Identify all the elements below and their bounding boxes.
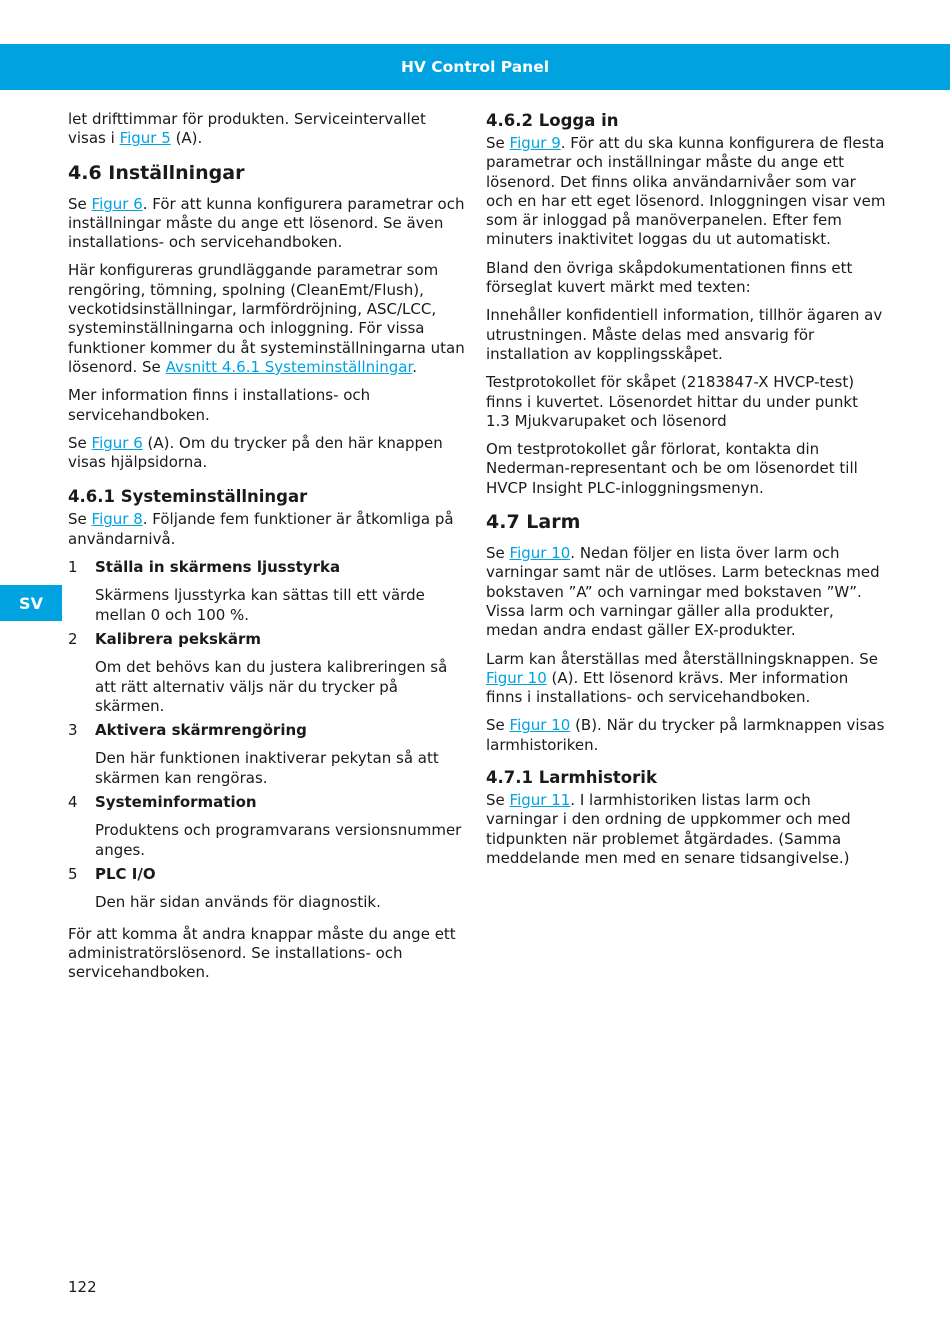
- figure-link[interactable]: Figur 6: [91, 194, 143, 213]
- figure-link[interactable]: Figur 10: [509, 716, 571, 735]
- figure-link[interactable]: Figur 9: [509, 134, 561, 152]
- paragraph: Bland den övriga skåpdokumentationen finns ett förseglat kuvert märkt med texten:: [486, 258, 853, 297]
- list-item: 4 Systeminformation: [68, 793, 257, 812]
- figure-link[interactable]: Figur 5: [119, 129, 171, 148]
- section-heading-4-6: 4.6 Inställningar: [68, 161, 245, 184]
- paragraph: Se Figur 9. För att du ska kunna konfigurera de flesta parametrar och inställningar måste du ange ett lösenord. Det finns olika användarnivåer som var och en har ett eget lösenord. Inloggningen visar vem som är inloggad på manöverpanelen. Efter fem minuters inaktivitet loggas du ut automatiskt.: [486, 134, 886, 249]
- list-item-description: Den här funktionen inaktiverar pekytan så att skärmen kan rengöras.: [95, 749, 439, 787]
- paragraph: Testprotokollet för skåpet (2183847-X HVCP-test) finns i kuvertet. Lösenordet hittar du under punkt 1.3 Mjukvarupaket och lösenord: [486, 373, 858, 430]
- list-item-description: Produktens och programvarans versionsnummer anges.: [95, 821, 462, 859]
- list-item-description: Skärmens ljusstyrka kan sättas till ett värde mellan 0 och 100 %.: [95, 586, 425, 624]
- language-tab: [0, 585, 62, 621]
- intro-paragraph: let drifttimmar för produkten. Serviceintervallet visas i Figur 5 (A).: [68, 110, 426, 148]
- paragraph: Om testprotokollet går förlorat, kontakta din Nederman-representant och be om lösenordet till HVCP Insight PLC-inloggningsmenyn.: [486, 440, 858, 497]
- paragraph: För att komma åt andra knappar måste du ange ett administratörslösenord. Se installations- och servicehandboken.: [68, 924, 456, 982]
- paragraph: Mer information finns i installations- och servicehandboken.: [68, 386, 371, 424]
- function-list: [68, 558, 468, 912]
- paragraph: Se Figur 8. Följande fem funktioner är åtkomliga på användarnivå.: [68, 510, 454, 548]
- paragraph: Se Figur 11. I larmhistoriken listas larm och varningar i den ordning de uppkommer och med tidpunkten när problemet åtgärdades. (Samma meddelande men med en senare tidsangivelse.): [486, 791, 851, 867]
- page-header: [0, 44, 950, 90]
- right-column: [486, 110, 886, 877]
- list-item: 5 PLC I/O: [68, 864, 156, 883]
- figure-link[interactable]: Figur 6: [91, 433, 143, 452]
- paragraph: Se Figur 10 (B). När du trycker på larmknappen visas larmhistoriken.: [486, 716, 885, 754]
- figure-link[interactable]: Figur 10: [486, 668, 547, 687]
- section-heading-4-7: 4.7 Larm: [486, 511, 581, 534]
- list-item-description: Den här sidan används för diagnostik.: [95, 893, 381, 912]
- list-item: 1 Ställa in skärmens ljusstyrka: [68, 558, 341, 577]
- page-number: 122: [68, 1278, 97, 1296]
- section-link[interactable]: Avsnitt 4.6.1 Systeminställningar: [165, 357, 413, 376]
- language-label: SV: [19, 593, 43, 613]
- section-heading-4-7-1: 4.7.1 Larmhistorik: [486, 768, 657, 788]
- list-item-description: Om det behövs kan du justera kalibreringen så att rätt alternativ väljs när du trycker på skärmen.: [95, 658, 448, 715]
- paragraph: Se Figur 6. För att kunna konfigurera parametrar och inställningar måste du ange ett lösenord. Se även installations- och servicehandboken.: [68, 194, 465, 252]
- paragraph: Innehåller konfidentiell information, tillhör ägaren av utrustningen. Måste delas med ansvarig för installation av kopplingsskåpet.: [486, 306, 883, 363]
- list-item: 2 Kalibrera pekskärm: [68, 629, 262, 648]
- paragraph: Här konfigureras grundläggande parametrar som rengöring, tömning, spolning (CleanEmt/Flush), veckotidsinställningar, larmfördröjning, ASC/LCC, systeminställningarna och inloggning. För vissa funktioner kommer du åt systeminställningarna utan lösenord. Se Avsnitt 4.6.1 Systeminställningar.: [68, 261, 465, 376]
- paragraph: Se Figur 10. Nedan följer en lista över larm och varningar samt när de utlöses. Larm betecknas med bokstaven ”A” och varningar med bokstaven ”W”. Vissa larm och varningar gäller alla produkter, medan andra endast gäller EX-produkter.: [486, 544, 880, 640]
- paragraph: Se Figur 6 (A). Om du trycker på den här knappen visas hjälpsidorna.: [68, 433, 443, 472]
- paragraph: Larm kan återställas med återställningsknappen. Se Figur 10 (A). Ett lösenord krävs. Mer information finns i installations- och servicehandboken.: [486, 649, 878, 707]
- header-title: HV Control Panel: [400, 58, 550, 76]
- figure-link[interactable]: Figur 11: [509, 791, 571, 810]
- left-column: [68, 110, 468, 991]
- section-heading-4-6-2: 4.6.2 Logga in: [486, 111, 619, 130]
- list-item: 3 Aktivera skärmrengöring: [68, 721, 307, 740]
- figure-link[interactable]: Figur 10: [509, 544, 571, 563]
- section-heading-4-6-1: 4.6.1 Systeminställningar: [68, 487, 308, 507]
- figure-link[interactable]: Figur 8: [91, 510, 143, 529]
